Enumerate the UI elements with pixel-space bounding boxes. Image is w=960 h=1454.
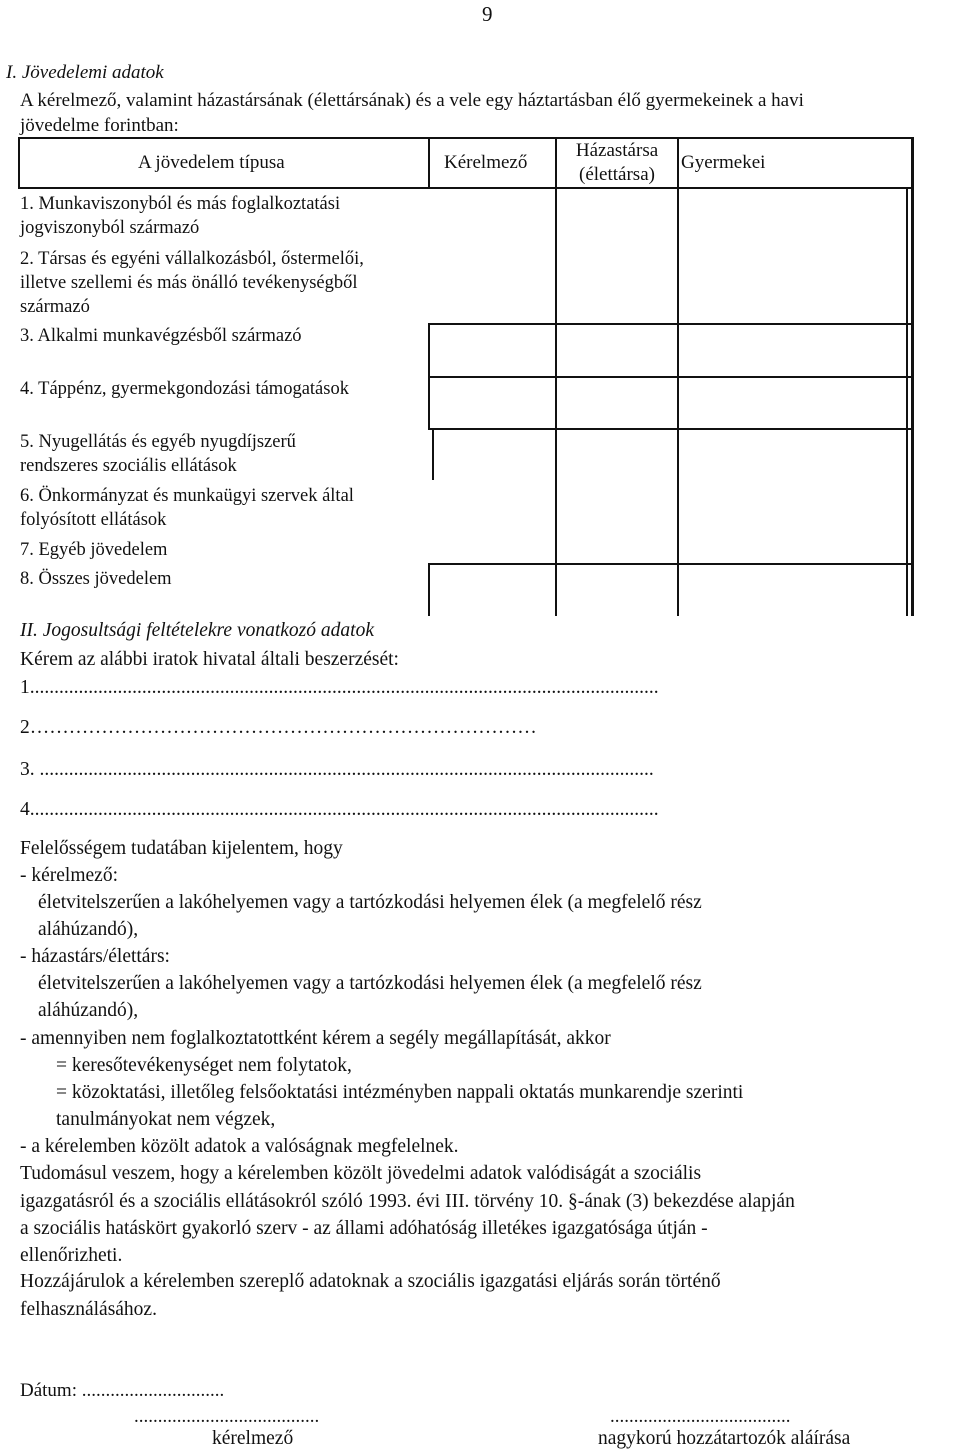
condition-2-line-2: tanulmányokat nem végzek, [56, 1109, 276, 1130]
page-number: 9 [482, 2, 493, 26]
truth-line: - a kérelemben közölt adatok a valóságnak megfelelnek. [20, 1136, 459, 1157]
table-header-bottom [18, 187, 914, 189]
row-sep-3 [428, 323, 914, 325]
document-item-1[interactable]: 1................................................................................................................................. [20, 677, 659, 698]
intro-line-1: A kérelmező, valamint házastársának (élettársának) és a vele egy háztartásban élő gyermekeinek a havi [20, 90, 804, 111]
applicant-signature-label: kérelmező [212, 1428, 294, 1449]
consent-line-1: Hozzájárulok a kérelemben szereplő adatoknak a szociális igazgatási eljárás során történő [20, 1271, 721, 1292]
table-top-border [18, 137, 914, 139]
consent-line-2: felhasználásához. [20, 1299, 157, 1320]
row-sep-4 [428, 376, 914, 378]
col-sep-applicant-lower [432, 428, 434, 480]
col-sep-right-inner [906, 189, 908, 616]
household-signature-label: nagykorú hozzátartozók aláírása [598, 1428, 851, 1449]
row-sep-5 [428, 428, 914, 430]
table-row: 1. Munkaviszonyból és más foglalkoztatási jogviszonyból származó [20, 194, 341, 238]
spouse-label: - házastárs/élettárs: [20, 946, 170, 967]
date-field[interactable]: Dátum: .............................. [20, 1380, 225, 1401]
document-item-2[interactable]: 2…………………………………………………………………… [20, 717, 537, 738]
unemployed-line: - amennyiben nem foglalkoztatottként kérem a segély megállapítását, akkor [20, 1028, 611, 1049]
household-signature-line[interactable]: ...................................... [610, 1406, 791, 1427]
document-item-3[interactable]: 3. .............................................................................................................................. [20, 759, 654, 780]
header-applicant: Kérelmező [444, 152, 528, 173]
applicant-signature-line[interactable]: ....................................... [134, 1406, 320, 1427]
ack-line-2: igazgatásról és a szociális ellátásokról szóló 1993. évi III. törvény 10. §-ának (3) bekezdése alapján [20, 1191, 795, 1212]
table-left-border [18, 137, 20, 188]
ack-line-4: ellenőrizheti. [20, 1245, 123, 1266]
table-row: 4. Táppénz, gyermekgondozási támogatások [20, 379, 349, 399]
section1-intro [20, 88, 920, 138]
section2-title: II. Jogosultsági feltételekre vonatkozó adatok [20, 620, 374, 641]
header-spouse: Házastársa (élettársa) [575, 140, 659, 185]
condition-1: = keresőtevékenységet nem folytatok, [56, 1055, 352, 1076]
ack-line-3: a szociális hatáskört gyakorló szerv - az állami adóhatóság illetékes igazgatósága útján - [20, 1218, 708, 1239]
header-income-type: A jövedelem típusa [138, 152, 285, 173]
col-sep-applicant [428, 137, 430, 189]
ack-line-1: Tudomásul veszem, hogy a kérelemben közölt jövedelmi adatok valódiságát a szociális [20, 1163, 702, 1184]
statement-intro: Felelősségem tudatában kijelentem, hogy [20, 838, 343, 859]
table-row: 2. Társas és egyéni vállalkozásból, őstermelői, illetve szellemi és más önálló tevékenységből származó [20, 249, 364, 317]
applicant-text-1: életvitelszerűen a lakóhelyemen vagy a tartózkodási helyemen élek (a megfelelő rész [38, 892, 702, 913]
income-table [18, 137, 916, 616]
section1-title: I. Jövedelemi adatok [6, 62, 164, 83]
spouse-text-2: aláhúzandó), [38, 1000, 139, 1021]
col-sep-applicant-bottom [428, 563, 430, 616]
table-row: 5. Nyugellátás és egyéb nyugdíjszerű rendszeres szociális ellátások [20, 432, 296, 476]
header-children: Gyermekei [681, 152, 766, 173]
spouse-text-1: életvitelszerűen a lakóhelyemen vagy a tartózkodási helyemen élek (a megfelelő rész [38, 973, 702, 994]
row-sep-8 [428, 563, 914, 565]
intro-line-2: jövedelme forintban: [20, 115, 179, 136]
document-item-4[interactable]: 4................................................................................................................................. [20, 799, 659, 820]
applicant-text-2: aláhúzandó), [38, 919, 139, 940]
request-text: Kérem az alábbi iratok hivatal általi beszerzését: [20, 649, 399, 670]
table-row: 7. Egyéb jövedelem [20, 540, 168, 560]
col-sep-applicant-mid [428, 323, 430, 429]
table-row: 8. Összes jövedelem [20, 569, 172, 589]
applicant-label: - kérelmező: [20, 865, 118, 886]
table-row: 6. Önkormányzat és munkaügyi szervek által folyósított ellátások [20, 486, 354, 530]
table-row: 3. Alkalmi munkavégzésből származó [20, 326, 302, 346]
condition-2-line-1: = közoktatási, illetőleg felsőoktatási intézményben nappali oktatás munkarendje szerinti [56, 1082, 744, 1103]
